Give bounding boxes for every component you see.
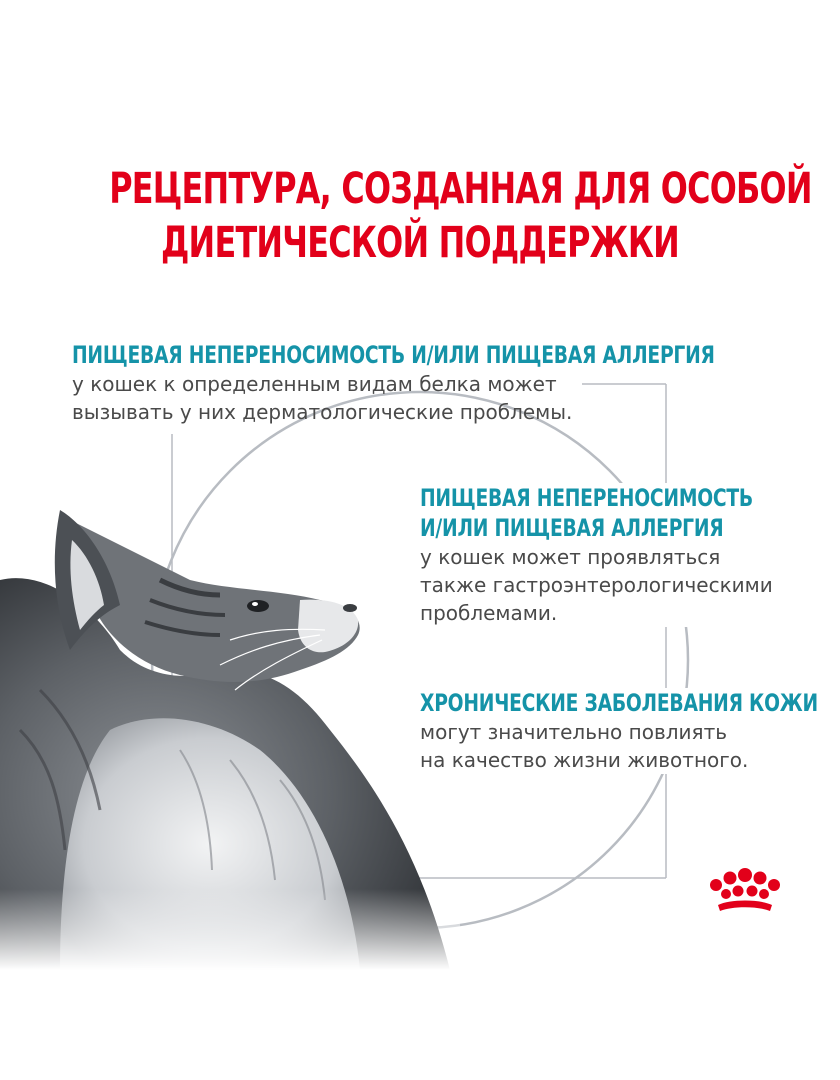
block-1-line-2: вызывать у них дерматологические проблемы.	[72, 400, 573, 424]
cat-photo-icon	[0, 430, 460, 970]
block-3-heading: ХРОНИЧЕСКИЕ ЗАБОЛЕВАНИЯ КОЖИ	[420, 689, 818, 717]
block-3-line-2: на качество жизни животного.	[420, 748, 749, 772]
block-2-heading-line-2: И/ИЛИ ПИЩЕВАЯ АЛЛЕРГИЯ	[420, 514, 724, 542]
block-2-line-2: также гастроэнтерологическими	[420, 573, 773, 597]
block-3-line-1: могут значительно повлиять	[420, 720, 728, 744]
block-2-line-3: проблемами.	[420, 601, 558, 625]
info-block-2	[420, 483, 800, 627]
info-block-1	[72, 340, 715, 426]
royal-canin-crown-icon	[700, 865, 790, 921]
title-line-1: РЕЦЕПТУРА, СОЗДАННАЯ ДЛЯ ОСОБОЙ	[109, 164, 812, 214]
block-2-heading-line-1: ПИЩЕВАЯ НЕПЕРЕНОСИМОСТЬ	[420, 484, 753, 512]
block-1-line-1: у кошек к определенным видам белка может	[72, 372, 557, 396]
title-line-2: ДИЕТИЧЕСКОЙ ПОДДЕРЖКИ	[160, 218, 680, 268]
block-2-line-1: у кошек может проявляться	[420, 545, 721, 569]
info-block-3	[420, 688, 818, 774]
block-1-heading: ПИЩЕВАЯ НЕПЕРЕНОСИМОСТЬ И/ИЛИ ПИЩЕВАЯ АЛЛЕРГИЯ	[72, 341, 715, 369]
